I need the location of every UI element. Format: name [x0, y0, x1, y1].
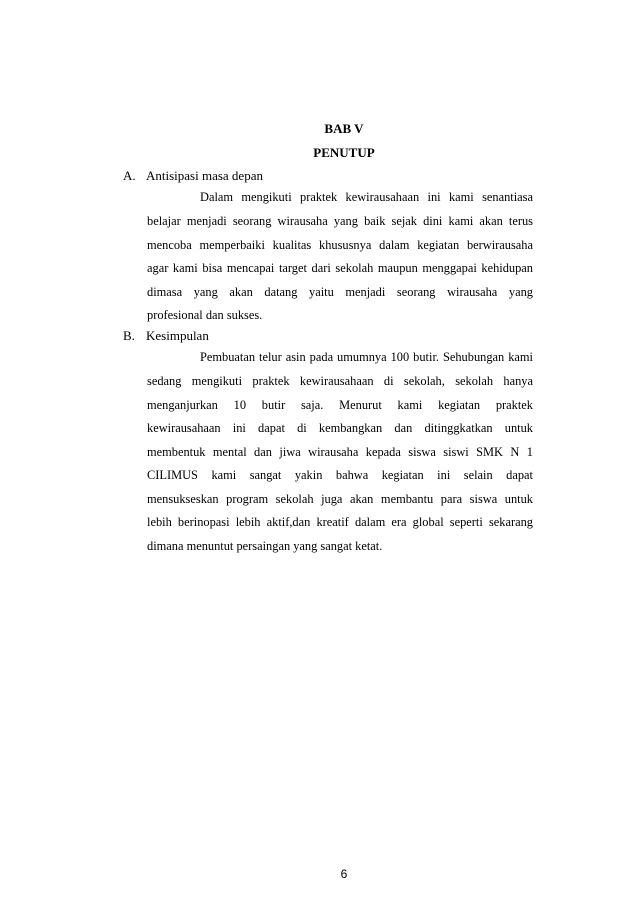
chapter-label: BAB V [324, 121, 364, 136]
section-a-line: dimasa yang akan datang yaitu menjadi seorang wirausaha yang [147, 285, 533, 299]
section-a-line: profesional dan sukses. [147, 308, 263, 322]
section-a-line: mencoba memperbaiki kualitas khususnya dalam kegiatan berwirausaha [147, 238, 533, 252]
section-b-line: menganjurkan 10 butir saja. Menurut kami kegiatan praktek [147, 398, 533, 412]
section-b-line: Pembuatan telur asin pada umumnya 100 butir. Sehubungan kami [200, 350, 533, 364]
section-a-number: A. [123, 168, 136, 183]
page-number: 6 [340, 867, 348, 881]
section-a-title: Antisipasi masa depan [146, 168, 263, 183]
section-b-number: B. [123, 328, 135, 343]
section-a-line: belajar menjadi seorang wirausaha yang baik sejak dini kami akan terus [147, 214, 533, 228]
section-b-line: membentuk mental dan jiwa wirausaha kepada siswa siswi SMK N 1 [147, 445, 533, 459]
section-b-line: mensukseskan program sekolah juga akan membantu para siswa untuk [147, 492, 533, 506]
section-b-heading [123, 328, 209, 344]
section-a-line: agar kami bisa mencapai target dari sekolah maupun menggapai kehidupan [147, 261, 533, 275]
section-b-line: dimana menuntut persaingan yang sangat ketat. [147, 539, 383, 553]
section-b-line: lebih berinopasi lebih aktif,dan kreatif dalam era global seperti sekarang [147, 515, 533, 529]
section-b-line: sedang mengikuti praktek kewirausahaan di sekolah, sekolah hanya [147, 374, 533, 388]
section-b-line: CILIMUS kami sangat yakin bahwa kegiatan ini selain dapat [147, 468, 533, 482]
section-a-heading [123, 168, 263, 184]
chapter-title: PENUTUP [313, 145, 375, 160]
section-b-line: kewirausahaan ini dapat di kembangkan dan ditinggkatkan untuk [147, 421, 533, 435]
section-b-title: Kesimpulan [146, 328, 209, 343]
section-a-line: Dalam mengikuti praktek kewirausahaan ini kami senantiasa [200, 190, 533, 204]
